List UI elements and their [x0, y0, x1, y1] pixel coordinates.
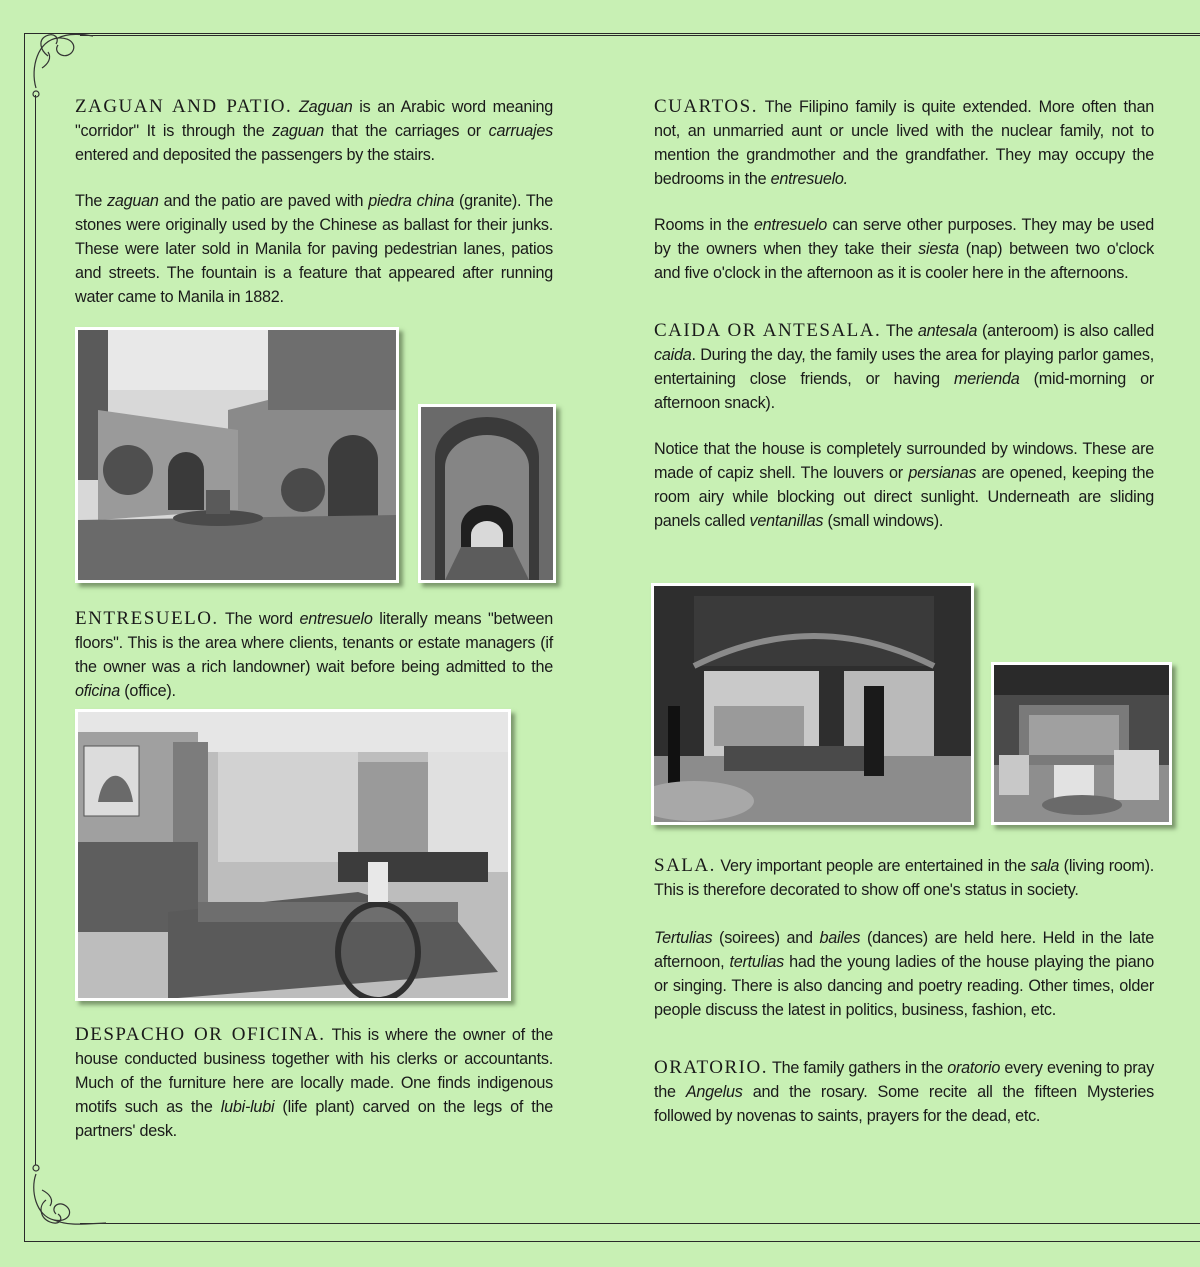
sala-section	[654, 854, 1154, 1022]
text-run: (small windows).	[823, 512, 944, 530]
left-column-3	[75, 1023, 553, 1143]
text-run: had the young ladies of the house playing the piano or singing. There is also dancing and poetry reading. Other times, older people discuss the latest in politics, business, fashion, etc.	[654, 953, 1154, 1019]
text-run: can serve other purposes. They may be used by the owners when they take their	[654, 216, 1154, 258]
sala-paragraph-2	[654, 926, 1154, 1022]
text-run: and the rosary. Some recite all the fifteen Mysteries followed by novenas to saints, prayers for the dead, etc.	[654, 1083, 1154, 1125]
italic-term: caida	[654, 346, 692, 364]
italic-term: oratorio	[947, 1059, 1001, 1077]
italic-term: zaguan	[272, 122, 324, 140]
text-run: (living room). This is therefore decorated to show off one's status in society.	[654, 857, 1154, 899]
despacho-section	[75, 1023, 553, 1143]
entresuelo-heading: ENTRESUELO.	[75, 608, 219, 629]
despacho-photo	[75, 709, 511, 1001]
italic-term: sala	[1030, 857, 1060, 875]
sala-paragraph-1	[654, 854, 1154, 902]
text-run: (soirees) and	[712, 929, 820, 947]
italic-term: tertulias	[729, 953, 784, 971]
italic-term: siesta	[918, 240, 959, 258]
text-run: . During the day, the family uses the area for playing parlor games, entertaining close friends, or having	[654, 346, 1154, 388]
italic-term: carruajes	[488, 122, 553, 140]
text-run: and the patio are paved with	[158, 192, 369, 210]
despacho-heading: DESPACHO OR OFICINA.	[75, 1024, 326, 1045]
sala-heading: SALA.	[654, 855, 716, 876]
text-run: The Filipino family is quite extended. More often than not, an unmarried aunt or uncle lived with the nuclear family, not to mention the grandmother and the grandfather. They may occupy the bedrooms in the	[654, 98, 1154, 188]
caida-paragraph-2	[654, 437, 1154, 533]
entresuelo-section	[75, 607, 553, 703]
oratorio-section	[654, 1056, 1154, 1128]
text-run: Notice that the house is completely surrounded by windows. These are made of capiz shell. The louvers or	[654, 440, 1154, 482]
zaguan-paragraph-2	[75, 189, 553, 309]
top-left-ornament-icon	[28, 28, 98, 103]
frame-bottom-line	[24, 1241, 1200, 1242]
cuartos-paragraph-1	[654, 95, 1154, 191]
right-column	[654, 95, 1154, 533]
text-run: literally means "between floors". This is the area where clients, tenants or estate managers (if the owner was a rich landowner) wait before being admitted to the	[75, 610, 553, 676]
text-run: (dances) are held here. Held in the late afternoon,	[654, 929, 1154, 971]
caida-paragraph-1	[654, 319, 1154, 415]
sala-photo	[991, 662, 1172, 825]
patio-photo	[75, 327, 399, 583]
left-column-2	[75, 607, 553, 703]
text-run: Very important people are entertained in the	[715, 857, 1031, 875]
text-run: (mid-morning or afternoon snack).	[654, 370, 1154, 412]
italic-term: entresuelo.	[770, 170, 848, 188]
text-run: Rooms in the	[654, 216, 754, 234]
frame-bottom-line-inner	[80, 1223, 1200, 1224]
sala-text-1	[654, 857, 1154, 899]
text-run: The	[75, 192, 108, 210]
text-run: The word	[218, 610, 300, 628]
text-run: (nap) between two o'clock and five o'clock in the afternoon as it is cooler here in the afternoons.	[654, 240, 1154, 282]
italic-term: bailes	[819, 929, 861, 947]
zaguan-heading: ZAGUAN AND PATIO.	[75, 96, 293, 117]
caida-photo	[651, 583, 974, 825]
zaguan-photo	[418, 404, 556, 583]
cuartos-paragraph-2	[654, 213, 1154, 285]
frame-inner-left-line	[35, 95, 36, 1165]
oratorio-heading: ORATORIO.	[654, 1057, 768, 1078]
italic-term: Zaguan	[299, 98, 353, 116]
italic-term: entresuelo	[753, 216, 827, 234]
oratorio-paragraph	[654, 1056, 1154, 1128]
text-run: (life plant) carved on the legs of the partners' desk.	[75, 1098, 553, 1140]
italic-term: oficina	[75, 682, 121, 700]
italic-term: zaguan	[107, 192, 159, 210]
text-run: are opened, keeping the room airy while blocking out direct sunlight. Underneath are sliding panels called	[654, 464, 1155, 530]
italic-term: lubi-lubi	[220, 1098, 275, 1116]
left-column	[75, 95, 553, 309]
text-run: The	[881, 322, 918, 340]
caida-text-2	[654, 440, 1154, 530]
cuartos-section	[654, 95, 1154, 285]
caida-heading: CAIDA OR ANTESALA.	[654, 320, 882, 341]
italic-term: merienda	[953, 370, 1020, 388]
text-run: This is where the owner of the house conducted business together with his clerks or accountants. Much of the furniture here are locally made. One finds indigenous motifs such as the	[75, 1026, 553, 1116]
text-run: is an Arabic word meaning "corridor" It is through the	[75, 98, 554, 140]
frame-left-line	[24, 33, 25, 1242]
italic-term: entresuelo	[299, 610, 373, 628]
text-run: (anteroom) is also called	[977, 322, 1154, 340]
text-run: The family gathers in the	[767, 1059, 948, 1077]
caida-section	[654, 319, 1154, 533]
cuartos-text-2	[654, 216, 1154, 282]
italic-term: Angelus	[685, 1083, 743, 1101]
text-run: that the carriages or	[323, 122, 489, 140]
cuartos-heading: CUARTOS.	[654, 96, 758, 117]
bottom-left-ornament-icon	[28, 1160, 108, 1235]
italic-term: persianas	[908, 464, 977, 482]
zaguan-text-2	[75, 192, 553, 306]
entresuelo-paragraph	[75, 607, 553, 703]
right-column-2	[654, 854, 1154, 1128]
sala-text-2	[654, 929, 1154, 1019]
italic-term: piedra china	[368, 192, 455, 210]
text-run: (granite). The stones were originally used by the Chinese as ballast for their junks. These were later sold in Manila for paving pedestrian lanes, patios and streets. The fountain is a feature that appeared after running water came to Manila in 1882.	[75, 192, 553, 306]
despacho-paragraph	[75, 1023, 553, 1143]
italic-term: Tertulias	[654, 929, 713, 947]
italic-term: antesala	[917, 322, 978, 340]
zaguan-paragraph-1	[75, 95, 553, 167]
zaguan-section	[75, 95, 553, 309]
text-run: every evening to pray the	[654, 1059, 1154, 1101]
text-run: entered and deposited the passengers by the stairs.	[75, 146, 435, 164]
text-run: (office).	[120, 682, 176, 700]
italic-term: ventanillas	[749, 512, 824, 530]
frame-top-line	[24, 33, 1200, 34]
frame-top-line-inner	[80, 35, 1200, 36]
